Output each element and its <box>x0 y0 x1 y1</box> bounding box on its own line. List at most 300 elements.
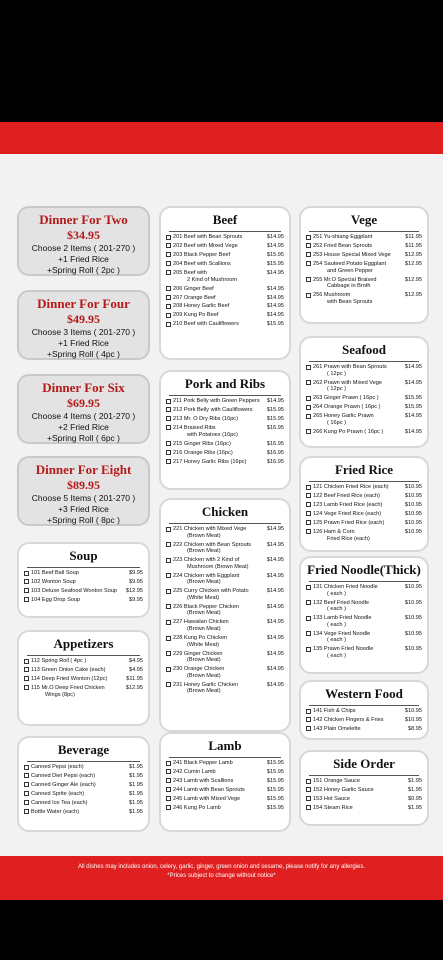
menu-item <box>306 511 422 518</box>
item-name: 208 Honey Garlic Beef <box>173 303 230 310</box>
pork-section <box>159 370 291 490</box>
title-divider <box>309 481 419 482</box>
item-price: $10.95 <box>404 716 422 723</box>
dinner-title: Dinner For Two <box>39 212 128 227</box>
item-name-block <box>313 484 403 491</box>
checkbox-icon[interactable] <box>166 651 171 656</box>
item-name-block <box>313 520 403 527</box>
item-name-block <box>31 773 127 780</box>
item-name-block <box>31 800 127 807</box>
checkbox-icon[interactable] <box>306 261 311 266</box>
allergy-note: All dishes may includes onion, celery, garlic, ginger, green onion and sesame, please notify for any allergies. <box>77 864 366 870</box>
title-divider <box>169 395 281 396</box>
menu-item <box>166 651 284 664</box>
menu-item <box>166 261 284 268</box>
menu-item <box>166 619 284 632</box>
checkbox-icon[interactable] <box>24 579 29 584</box>
checkbox-icon[interactable] <box>306 511 311 516</box>
item-name: 121 Chicken Fried Rice (each) <box>313 484 389 490</box>
checkbox-icon[interactable] <box>166 558 171 563</box>
checkbox-icon[interactable] <box>166 787 171 792</box>
checkbox-icon[interactable] <box>306 380 311 385</box>
checkbox-icon[interactable] <box>166 261 171 266</box>
item-name: 203 Black Pepper Beef <box>173 251 231 258</box>
menu-item <box>306 726 422 733</box>
menu-item <box>24 800 143 807</box>
item-name-block <box>313 243 403 250</box>
checkbox-icon[interactable] <box>166 295 171 300</box>
item-name: 265 Honey Garlic Prawn <box>313 413 374 420</box>
checkbox-icon[interactable] <box>306 252 311 257</box>
menu-item <box>306 252 422 259</box>
dinner-for-two-box <box>17 206 150 276</box>
item-name-block <box>313 726 406 733</box>
item-price: $14.95 <box>404 364 422 370</box>
checkbox-icon[interactable] <box>24 782 29 787</box>
item-name: 255 Mr.O Special Braised <box>313 276 377 283</box>
item-name-block <box>173 450 265 457</box>
item-price: $15.95 <box>266 760 284 766</box>
menu-item <box>166 252 284 259</box>
item-name-block <box>173 573 265 586</box>
checkbox-icon[interactable] <box>306 787 311 792</box>
checkbox-icon[interactable] <box>24 685 29 690</box>
item-subtext: with Bean Sprouts <box>327 298 373 305</box>
beef-section <box>159 206 291 360</box>
item-price: $14.95 <box>266 541 284 548</box>
checkbox-icon[interactable] <box>166 527 171 532</box>
checkbox-icon[interactable] <box>24 773 29 778</box>
item-price: $14.95 <box>266 269 284 276</box>
checkbox-icon[interactable] <box>306 796 311 801</box>
dinner-for-eight-box <box>17 456 150 526</box>
checkbox-icon[interactable] <box>166 805 171 810</box>
item-name: 123 Lamb Fried Rice (each) <box>313 501 383 508</box>
item-price: $14.95 <box>404 428 422 435</box>
menu-item <box>166 604 284 617</box>
menu-item <box>166 416 284 423</box>
menu-item <box>24 597 143 604</box>
item-subtext: ( 12pc ) <box>327 386 346 393</box>
item-price: $12.95 <box>404 292 422 299</box>
item-price: $14.95 <box>266 635 284 642</box>
item-name: 256 Mushroom <box>313 292 351 299</box>
checkbox-icon[interactable] <box>306 647 311 652</box>
item-name: 221 Chicken with Mixed Vege <box>173 526 247 532</box>
item-name-block <box>313 708 403 715</box>
title-divider <box>169 523 281 524</box>
item-name-block <box>173 286 265 293</box>
checkbox-icon[interactable] <box>166 459 171 464</box>
menu-item <box>166 635 284 648</box>
menu-item <box>24 667 143 674</box>
item-name: 211 Pork Belly with Green Peppers <box>173 398 260 404</box>
chicken-section <box>159 498 291 732</box>
item-name: 242 Cumin Lamb <box>173 768 216 775</box>
item-name: 252 Fried Bean Sprouts <box>313 242 373 249</box>
item-name: 266 Kung Po Prawn ( 16pc ) <box>313 428 384 435</box>
item-name-block <box>173 407 265 414</box>
item-subtext: (Brown Meat) <box>187 610 221 617</box>
item-price: $12.95 <box>125 587 143 594</box>
item-name-block <box>173 270 265 283</box>
item-name-block <box>173 526 265 539</box>
item-subtext: (Brown Meat) <box>187 548 221 555</box>
checkbox-icon[interactable] <box>306 631 311 636</box>
menu-item <box>166 270 284 283</box>
item-name: 115 Mr.O Deep Fried Chicken <box>31 684 105 691</box>
item-name-block <box>313 511 403 518</box>
checkbox-icon[interactable] <box>306 277 311 282</box>
section-title: Beverage <box>57 742 110 757</box>
item-name: 113 Green Onion Cake (each) <box>31 666 106 673</box>
item-name-block <box>173 441 265 448</box>
item-subtext: (Brown Meat) <box>187 672 221 679</box>
checkbox-icon[interactable] <box>166 243 171 248</box>
item-price: $14.95 <box>266 312 284 319</box>
item-name-block <box>173 295 265 302</box>
item-price: $11.95 <box>405 242 422 249</box>
item-price: $10.95 <box>404 519 422 526</box>
menu-item <box>24 676 143 683</box>
menu-item <box>24 782 143 789</box>
item-price: $14.95 <box>266 285 284 292</box>
checkbox-icon[interactable] <box>166 573 171 578</box>
item-name-block <box>31 658 127 665</box>
menu-item <box>306 520 422 527</box>
checkbox-icon[interactable] <box>166 769 171 774</box>
item-name-block <box>173 557 265 570</box>
menu-item <box>166 243 284 250</box>
item-name-block <box>313 631 403 644</box>
title-divider <box>169 757 281 758</box>
item-name-block <box>313 277 403 290</box>
item-name: 254 Sauteed Potato Eggplant <box>313 260 387 267</box>
checkbox-icon[interactable] <box>166 796 171 801</box>
dinner-line: +1 Fried Rice <box>58 254 109 264</box>
item-name-block <box>313 717 403 724</box>
item-price: $16.95 <box>266 458 284 465</box>
item-subtext: Mushroom (Brown Meat) <box>187 563 249 570</box>
western-food-section <box>299 680 429 740</box>
menu-item <box>24 588 143 595</box>
checkbox-icon[interactable] <box>24 800 29 805</box>
checkbox-icon[interactable] <box>166 636 171 641</box>
item-subtext: (Brown Meat) <box>187 532 221 539</box>
checkbox-icon[interactable] <box>24 571 29 576</box>
item-price: $1.95 <box>129 772 143 779</box>
item-price: $14.95 <box>266 526 284 532</box>
checkbox-icon[interactable] <box>306 396 311 401</box>
item-price: $15.95 <box>266 786 284 793</box>
item-price: $10.95 <box>404 501 422 508</box>
checkbox-icon[interactable] <box>166 399 171 404</box>
checkbox-icon[interactable] <box>306 414 311 419</box>
item-name-block <box>173 635 265 648</box>
fried-rice-section <box>299 456 429 552</box>
item-price: $1.95 <box>129 790 143 797</box>
section-title: Vege <box>350 212 378 227</box>
item-name: 206 Ginger Beef <box>173 285 214 292</box>
menu-item <box>306 493 422 500</box>
item-name: 253 House Special Mixed Vege <box>313 251 391 258</box>
checkbox-icon[interactable] <box>306 709 311 714</box>
checkbox-icon[interactable] <box>306 805 311 810</box>
item-name-block <box>173 542 265 555</box>
item-price: $16.95 <box>266 449 284 456</box>
checkbox-icon[interactable] <box>166 761 171 766</box>
item-price: $9.95 <box>129 570 143 576</box>
appetizers-section <box>17 630 150 726</box>
item-name: 226 Black Pepper Chicken <box>173 603 239 610</box>
section-title: Fried Rice <box>334 462 394 477</box>
item-name: 224 Chicken with Eggplant <box>173 572 240 579</box>
item-name: 223 Chicken with 2 Kind of <box>173 557 240 564</box>
item-name: 134 Vege Fried Noodle <box>313 630 371 637</box>
item-name: 151 Orange Sauce <box>313 778 360 784</box>
checkbox-icon[interactable] <box>166 667 171 672</box>
dinner-price: $49.95 <box>67 312 100 326</box>
section-title: Appetizers <box>53 636 114 651</box>
checkbox-icon[interactable] <box>306 493 311 498</box>
item-name-block <box>173 619 265 632</box>
menu-item <box>306 395 422 402</box>
checkbox-icon[interactable] <box>24 597 29 602</box>
section-title: Fried Noodle(Thick) <box>307 562 421 577</box>
checkbox-icon[interactable] <box>166 313 171 318</box>
item-name: 216 Orange Ribs (16pc) <box>173 449 233 456</box>
section-title: Western Food <box>325 686 403 701</box>
menu-item <box>24 579 143 586</box>
menu-item <box>166 398 284 405</box>
item-subtext: ( 12pc ) <box>327 370 346 377</box>
item-name-block <box>313 805 406 812</box>
item-price: $12.95 <box>404 260 422 267</box>
item-name-block <box>313 584 403 597</box>
item-price: $12.95 <box>125 684 143 691</box>
item-name: 262 Prawn with Mixed Vege <box>313 379 383 386</box>
title-divider <box>309 581 419 582</box>
checkbox-icon[interactable] <box>24 667 29 672</box>
section-title: Pork and Ribs <box>184 376 266 391</box>
checkbox-icon[interactable] <box>306 235 311 240</box>
menu-item <box>166 588 284 601</box>
checkbox-icon[interactable] <box>166 604 171 609</box>
item-name: 102 Wonton Soup <box>31 578 76 585</box>
item-subtext: Fried Rice (each) <box>327 535 370 542</box>
item-price: $14.95 <box>266 650 284 657</box>
item-name: 132 Beef Fried Noodle <box>313 599 369 606</box>
title-divider <box>27 761 140 762</box>
title-divider <box>309 705 419 706</box>
checkbox-icon[interactable] <box>306 485 311 490</box>
menu-item <box>166 450 284 457</box>
checkbox-icon[interactable] <box>24 791 29 796</box>
item-name-block <box>313 493 403 500</box>
item-name-block <box>173 425 265 438</box>
item-name-block <box>173 682 265 695</box>
menu-item <box>306 292 422 305</box>
item-price: $14.95 <box>266 681 284 688</box>
item-subtext: and Green Pepper <box>327 267 374 274</box>
menu-item <box>306 413 422 426</box>
item-name-block <box>313 380 403 393</box>
checkbox-icon[interactable] <box>166 425 171 430</box>
checkbox-icon[interactable] <box>306 502 311 507</box>
checkbox-icon[interactable] <box>166 542 171 547</box>
dinner-line: Choose 5 Items ( 201-270 ) <box>31 493 136 503</box>
section-title: Side Order <box>333 756 395 771</box>
item-subtext: (Brown Meat) <box>187 579 221 586</box>
item-name-block <box>31 809 127 816</box>
menu-item <box>166 557 284 570</box>
checkbox-icon[interactable] <box>166 450 171 455</box>
item-name: 225 Curry Chicken with Potato <box>173 588 249 595</box>
menu-item <box>306 631 422 644</box>
checkbox-icon[interactable] <box>306 429 311 434</box>
menu-item <box>24 658 143 665</box>
checkbox-icon[interactable] <box>306 726 311 731</box>
item-name: 243 Lamb with Scallions <box>173 777 234 784</box>
checkbox-icon[interactable] <box>166 270 171 275</box>
item-name: 229 Ginger Chicken <box>173 650 223 657</box>
item-price: $10.95 <box>404 630 422 637</box>
soup-section <box>17 542 150 618</box>
item-name-block <box>313 234 403 241</box>
item-price: $15.95 <box>404 404 422 411</box>
item-name: 251 Yu-shiang Eggplant <box>313 234 373 240</box>
item-name: 131 Chicken Fried Noodle <box>313 584 378 590</box>
title-divider <box>169 231 281 232</box>
item-name: 230 Orange Chicken <box>173 666 225 673</box>
item-price: $10.95 <box>404 492 422 499</box>
checkbox-icon[interactable] <box>306 717 311 722</box>
title-divider <box>309 775 419 776</box>
checkbox-icon[interactable] <box>166 589 171 594</box>
menu-item <box>306 502 422 509</box>
checkbox-icon[interactable] <box>166 416 171 421</box>
item-name: 133 Lamb Fried Noodle <box>313 615 372 622</box>
item-subtext: (Brown Meat) <box>187 626 221 633</box>
item-subtext: Wings (8pc) <box>45 691 75 698</box>
menu-item <box>306 796 422 803</box>
checkbox-icon[interactable] <box>166 620 171 625</box>
checkbox-icon[interactable] <box>166 322 171 327</box>
checkbox-icon[interactable] <box>166 252 171 257</box>
item-subtext: (White Meat) <box>187 641 220 648</box>
item-name-block <box>173 588 265 601</box>
dinner-title: Dinner For Four <box>37 296 130 311</box>
menu-item <box>24 773 143 780</box>
item-name: 231 Honey Garlic Chicken <box>173 681 238 688</box>
item-name: 244 Lamb with Bean Sprouts <box>173 786 245 793</box>
checkbox-icon[interactable] <box>166 304 171 309</box>
checkbox-icon[interactable] <box>306 520 311 525</box>
item-price: $1.95 <box>129 799 143 806</box>
menu-item <box>166 682 284 695</box>
item-price: $10.95 <box>404 484 422 490</box>
title-divider <box>27 567 140 568</box>
item-name: 143 Plain Omelette <box>313 725 361 732</box>
checkbox-icon[interactable] <box>306 365 311 370</box>
item-name: Canned Ginger Ale (each) <box>31 781 96 788</box>
checkbox-icon[interactable] <box>306 616 311 621</box>
checkbox-icon[interactable] <box>166 235 171 240</box>
item-name: 103 Deluxe Seafood Wonton Soup <box>31 587 118 594</box>
footer-band <box>0 856 443 900</box>
checkbox-icon[interactable] <box>306 293 311 298</box>
menu-item <box>306 708 422 715</box>
menu-item <box>166 666 284 679</box>
checkbox-icon[interactable] <box>306 779 311 784</box>
item-name: 153 Hot Sauce <box>313 795 351 802</box>
item-name-block <box>31 782 127 789</box>
checkbox-icon[interactable] <box>24 676 29 681</box>
item-subtext: ( each ) <box>327 637 346 644</box>
checkbox-icon[interactable] <box>306 243 311 248</box>
item-name: 104 Egg Drop Soup <box>31 596 81 603</box>
item-name: 142 Chicken Fingers & Fries <box>313 716 384 723</box>
item-name: 205 Beef with <box>173 269 207 276</box>
fried-noodle-section <box>299 556 429 674</box>
item-name-block <box>173 312 265 319</box>
title-divider <box>309 361 419 362</box>
checkbox-icon[interactable] <box>306 600 311 605</box>
menu-item <box>24 685 143 698</box>
menu-item <box>24 809 143 816</box>
item-price: $15.95 <box>266 777 284 784</box>
checkbox-icon[interactable] <box>24 765 29 770</box>
item-name: 126 Ham & Corn <box>313 528 355 535</box>
item-price: $14.95 <box>266 398 284 404</box>
checkbox-icon[interactable] <box>166 778 171 783</box>
item-name: 246 Kung Po Lamb <box>173 804 221 811</box>
menu-item <box>306 277 422 290</box>
checkbox-icon[interactable] <box>166 286 171 291</box>
checkbox-icon[interactable] <box>24 809 29 814</box>
item-name-block <box>313 413 403 426</box>
item-name: 214 Braised Ribs <box>173 424 216 431</box>
item-name-block <box>173 321 265 328</box>
checkbox-icon[interactable] <box>306 529 311 534</box>
checkbox-icon[interactable] <box>306 585 311 590</box>
item-name-block <box>313 292 403 305</box>
checkbox-icon[interactable] <box>306 405 311 410</box>
checkbox-icon[interactable] <box>166 407 171 412</box>
item-name: 210 Beef with Cauliflowers <box>173 321 239 328</box>
checkbox-icon[interactable] <box>166 682 171 687</box>
menu-item <box>166 769 284 776</box>
item-name: 227 Hawaiian Chicken <box>173 619 229 626</box>
menu-item <box>306 584 422 597</box>
menu-item <box>306 778 422 785</box>
menu-item <box>306 234 422 241</box>
item-price: $1.95 <box>129 781 143 788</box>
item-subtext: ( each ) <box>327 606 346 613</box>
checkbox-icon[interactable] <box>24 588 29 593</box>
item-name-block <box>173 416 265 423</box>
dinner-title: Dinner For Six <box>42 380 125 395</box>
dinner-line: Choose 2 Items ( 201-270 ) <box>31 243 136 253</box>
item-subtext: (Brown Meat) <box>187 688 221 695</box>
item-name: 209 Kung Po Beef <box>173 312 219 319</box>
item-name: 264 Orange Prawn ( 16pc ) <box>313 404 381 411</box>
item-name: 261 Prawn with Bean Sprouts <box>313 364 387 370</box>
item-price: $15.95 <box>266 804 284 811</box>
checkbox-icon[interactable] <box>24 659 29 664</box>
dinner-title: Dinner For Eight <box>35 462 132 477</box>
checkbox-icon[interactable] <box>166 441 171 446</box>
